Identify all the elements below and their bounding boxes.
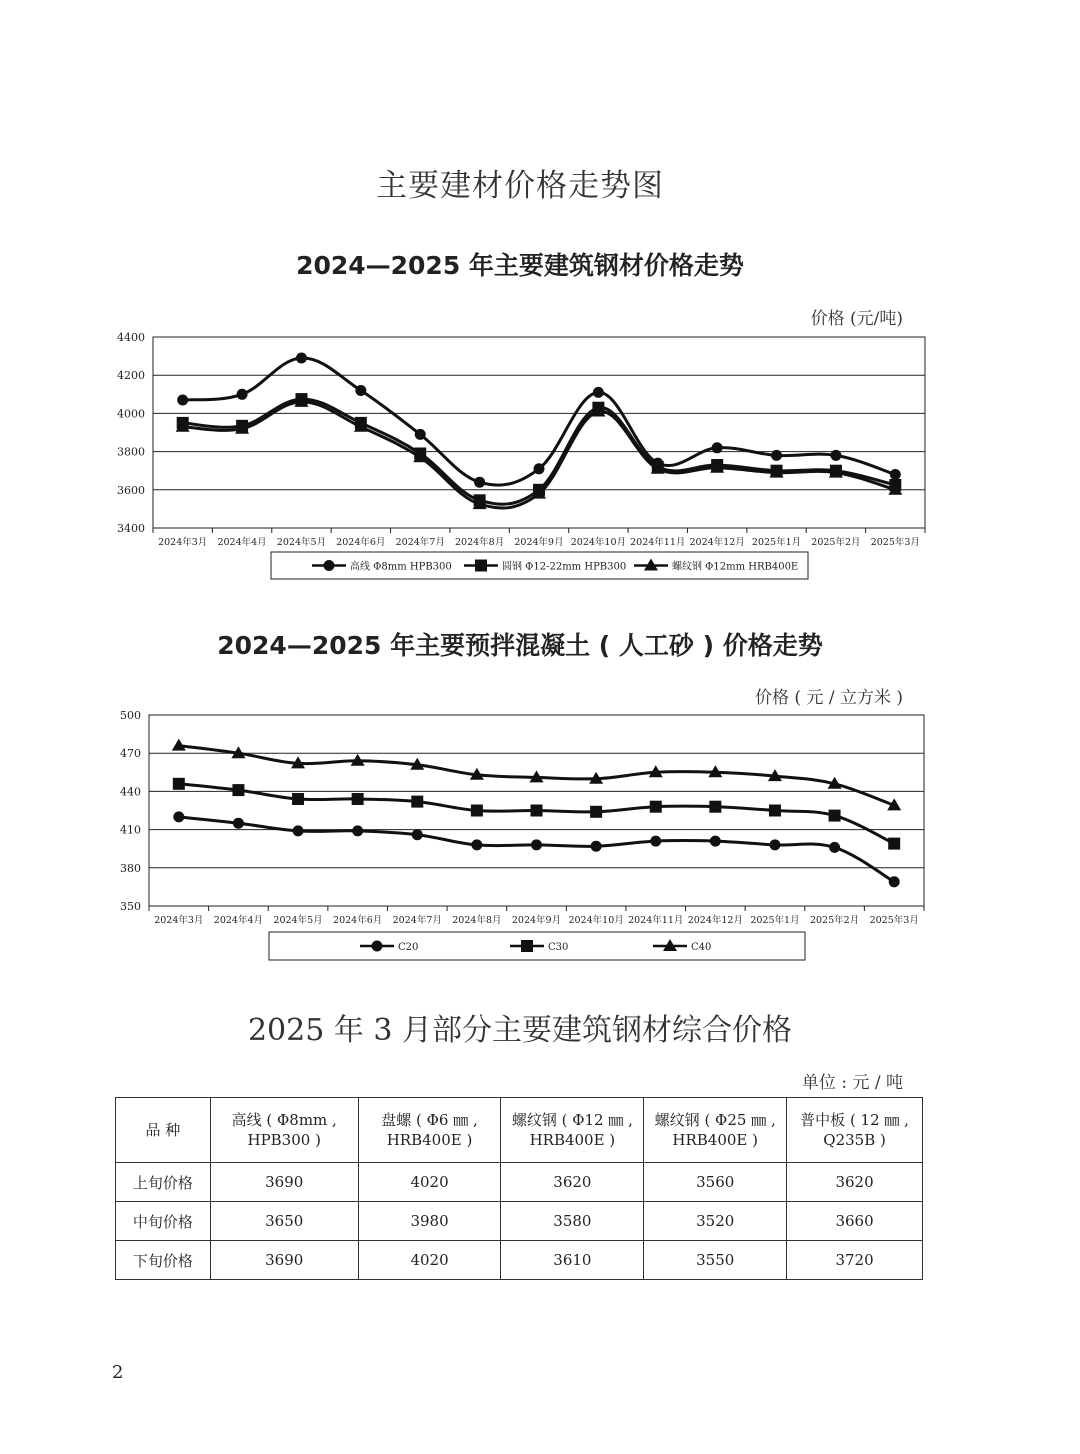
header-plate: 普中板 ( 12 ㎜ , Q235B ) (787, 1098, 923, 1163)
data-point (769, 805, 781, 817)
data-point (712, 442, 723, 453)
data-point (531, 805, 543, 817)
table-cell: 3560 (644, 1163, 787, 1202)
legend-label: C20 (398, 942, 419, 953)
table-cell: 3580 (501, 1202, 644, 1241)
table-header-row (116, 1098, 923, 1163)
table-cell: 3660 (787, 1202, 923, 1241)
x-tick-label: 2024年12月 (687, 915, 743, 926)
x-tick-label: 2024年7月 (392, 915, 442, 926)
steel-price-table (115, 1097, 923, 1280)
legend-label: 螺纹钢 Φ12mm HRB400E (672, 561, 799, 573)
x-tick-label: 2024年7月 (395, 537, 445, 548)
data-point (534, 463, 545, 474)
y-tick-label: 380 (120, 861, 141, 875)
data-point (710, 836, 721, 847)
table-cell: 3520 (644, 1202, 787, 1241)
table-row (116, 1202, 923, 1241)
page-title: 主要建材价格走势图 (376, 168, 664, 204)
data-point (233, 818, 244, 829)
table-cell: 3620 (501, 1163, 644, 1202)
x-tick-label: 2025年3月 (869, 915, 919, 926)
steel-chart-unit: 价格 (元/吨) (810, 309, 903, 329)
table-row (116, 1241, 923, 1280)
y-tick-label: 440 (120, 785, 141, 799)
table-cell: 3690 (210, 1241, 358, 1280)
page-number: 2 (112, 1362, 124, 1383)
data-point (829, 810, 841, 822)
y-tick-label: 500 (120, 709, 141, 722)
plot-frame (153, 337, 925, 528)
table-cell: 4020 (358, 1241, 501, 1280)
legend-marker (372, 941, 383, 952)
data-point (830, 450, 841, 461)
steel-price-chart (0, 325, 1080, 590)
data-point (411, 796, 423, 808)
header-variety: 品 种 (116, 1098, 211, 1163)
data-point (352, 793, 364, 805)
data-point (415, 429, 426, 440)
x-tick-label: 2025年3月 (870, 537, 920, 548)
legend-marker (475, 560, 487, 572)
x-tick-label: 2024年12月 (689, 537, 745, 548)
x-tick-label: 2024年4月 (217, 537, 267, 548)
data-point (650, 801, 662, 813)
data-point (412, 829, 423, 840)
table-cell: 3610 (501, 1241, 644, 1280)
table-cell: 3720 (787, 1241, 923, 1280)
y-tick-label: 4200 (117, 369, 145, 383)
data-point (172, 739, 186, 751)
data-point (293, 825, 304, 836)
x-tick-label: 2024年6月 (333, 915, 383, 926)
data-point (650, 836, 661, 847)
row-label: 上旬价格 (116, 1163, 211, 1202)
x-tick-label: 2024年11月 (628, 915, 684, 926)
table-title: 2025 年 3 月部分主要建筑钢材综合价格 (247, 1013, 793, 1048)
data-point (355, 385, 366, 396)
data-point (889, 876, 900, 887)
data-point (232, 784, 244, 796)
y-tick-label: 4000 (117, 407, 145, 421)
y-tick-label: 470 (120, 747, 141, 761)
data-point (173, 811, 184, 822)
data-point (292, 793, 304, 805)
x-tick-label: 2025年1月 (750, 915, 800, 926)
legend-label: 高线 Φ8mm HPB300 (350, 561, 452, 573)
legend-marker (324, 560, 335, 571)
y-tick-label: 410 (120, 823, 141, 837)
table-cell: 3620 (787, 1163, 923, 1202)
data-point (177, 395, 188, 406)
x-tick-label: 2024年5月 (273, 915, 323, 926)
data-point (591, 841, 602, 852)
data-point (471, 839, 482, 850)
x-tick-label: 2024年9月 (514, 537, 564, 548)
legend-label: C30 (548, 942, 569, 953)
concrete-price-chart (0, 704, 1080, 969)
data-point (769, 839, 780, 850)
table-cell: 3690 (210, 1163, 358, 1202)
data-point (890, 469, 901, 480)
data-point (771, 450, 782, 461)
header-rebar-25: 螺纹钢 ( Φ25 ㎜ , HRB400E ) (644, 1098, 787, 1163)
x-tick-label: 2024年3月 (158, 537, 208, 548)
data-point (474, 477, 485, 488)
row-label: 下旬价格 (116, 1241, 211, 1280)
data-point (173, 778, 185, 790)
legend-label: 圆钢 Φ12-22mm HPB300 (502, 561, 627, 573)
x-tick-label: 2024年8月 (452, 915, 502, 926)
x-tick-label: 2024年3月 (154, 915, 204, 926)
row-label: 中旬价格 (116, 1202, 211, 1241)
table-row (116, 1163, 923, 1202)
data-point (888, 838, 900, 850)
y-tick-label: 3600 (117, 483, 145, 497)
table-cell: 3550 (644, 1241, 787, 1280)
header-coil-rebar: 盘螺 ( Φ6 ㎜ , HRB400E ) (358, 1098, 501, 1163)
data-point (590, 806, 602, 818)
y-tick-label: 3400 (117, 522, 145, 535)
data-point (237, 389, 248, 400)
legend-label: C40 (691, 942, 712, 953)
x-tick-label: 2025年2月 (809, 915, 860, 926)
legend-marker (521, 940, 533, 952)
y-tick-label: 4400 (117, 331, 145, 344)
x-tick-label: 2024年10月 (568, 915, 624, 926)
x-tick-label: 2025年2月 (811, 537, 861, 548)
data-point (829, 842, 840, 853)
table-cell: 3980 (358, 1202, 501, 1241)
data-point (296, 353, 307, 364)
x-tick-label: 2024年11月 (630, 537, 686, 548)
header-high-wire: 高线 ( Φ8mm , HPB300 ) (210, 1098, 358, 1163)
table-unit: 单位 : 元 / 吨 (801, 1073, 903, 1093)
data-point (531, 839, 542, 850)
x-tick-label: 2025年1月 (751, 537, 802, 548)
data-point (471, 805, 483, 817)
data-point (709, 801, 721, 813)
header-rebar-12: 螺纹钢 ( Φ12 ㎜ , HRB400E ) (501, 1098, 644, 1163)
y-tick-label: 350 (120, 900, 141, 913)
data-point (352, 825, 363, 836)
x-tick-label: 2024年10月 (570, 537, 627, 548)
table-cell: 3650 (210, 1202, 358, 1241)
table-cell: 4020 (358, 1163, 501, 1202)
steel-chart-title: 2024—2025 年主要建筑钢材价格走势 (296, 251, 744, 280)
data-point (593, 387, 604, 398)
concrete-chart-title: 2024—2025 年主要预拌混凝土 ( 人工砂 ) 价格走势 (217, 631, 823, 660)
x-tick-label: 2024年5月 (276, 537, 327, 548)
x-tick-label: 2024年8月 (454, 537, 505, 548)
concrete-chart-unit: 价格 ( 元 / 立方米 ) (754, 688, 903, 708)
x-tick-label: 2024年6月 (336, 537, 386, 548)
y-tick-label: 3800 (117, 445, 145, 459)
x-tick-label: 2024年4月 (213, 915, 264, 926)
x-tick-label: 2024年9月 (511, 915, 562, 926)
